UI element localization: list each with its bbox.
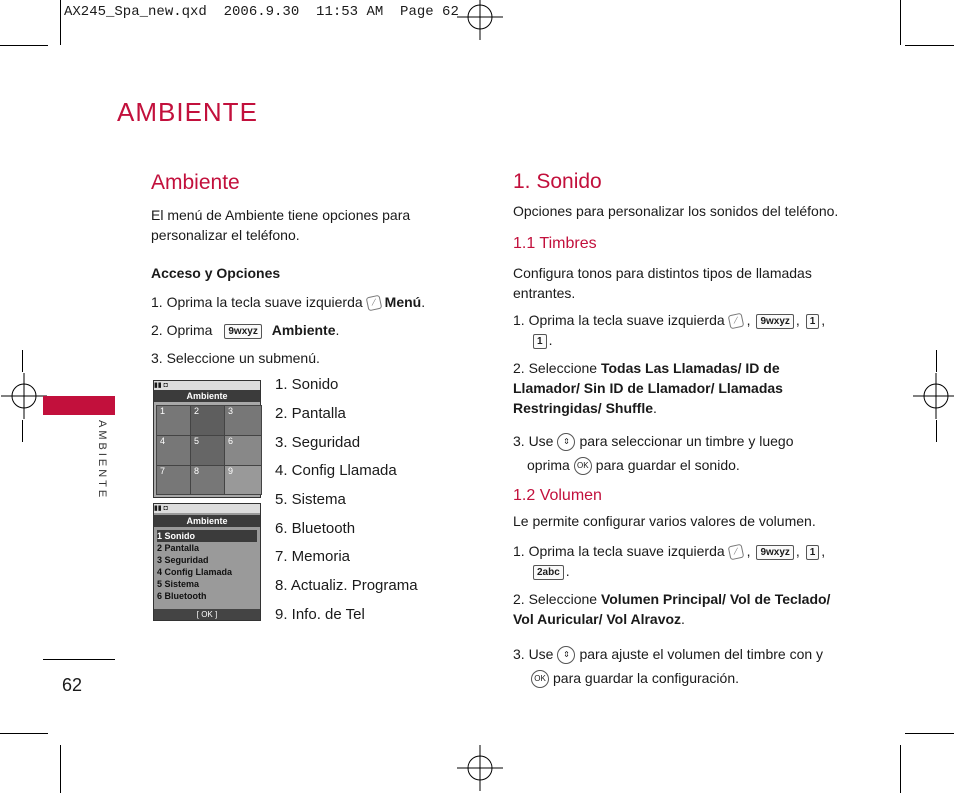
screen-list-item: 1 Sonido: [157, 530, 257, 542]
right-intro: Opciones para personalizar los sonidos del teléfono.: [513, 203, 839, 219]
crop-mark: [936, 350, 937, 372]
right-heading: 1. Sonido: [513, 170, 602, 193]
registration-mark-icon: [913, 373, 954, 419]
footer-rule: [43, 659, 115, 660]
ok-key-icon: OK: [574, 457, 592, 475]
key-9-icon: 9wxyz: [224, 324, 261, 339]
crop-mark: [22, 350, 23, 372]
menu-item: 9. Info. de Tel: [275, 606, 365, 623]
menu-tile: 1: [156, 405, 194, 437]
registration-mark-icon: [457, 745, 503, 791]
menu-item: 4. Config Llamada: [275, 462, 397, 479]
menu-item: 2. Pantalla: [275, 405, 346, 422]
left-subheading: Acceso y Opciones: [151, 265, 281, 281]
menu-item: 6. Bluetooth: [275, 520, 356, 537]
key-9-icon: 9wxyz: [756, 545, 793, 560]
key-2-icon: 2abc: [533, 565, 564, 580]
left-soft-key-icon: ⟋: [727, 313, 744, 330]
left-soft-key-icon: ⟋: [727, 544, 744, 561]
left-step-1: 1. Oprima la tecla suave izquierda ⟋ Menú.: [151, 294, 426, 310]
key-1-icon: 1: [806, 545, 820, 560]
crop-mark: [0, 733, 48, 734]
menu-item: 7. Memoria: [275, 548, 351, 565]
nav-key-icon: ⇕: [557, 646, 575, 664]
menu-item: 8. Actualiz. Programa: [275, 577, 418, 594]
side-tab-label: AMBIENTE: [96, 420, 108, 501]
status-bar: ▮▮ ◘: [154, 381, 260, 390]
volumen-heading: 1.2 Volumen: [513, 487, 602, 504]
side-tab-bar: [43, 396, 115, 415]
menu-tile: 8: [190, 465, 228, 495]
crop-mark: [60, 0, 61, 45]
key-1-icon: 1: [806, 314, 820, 329]
volumen-text: Le permite configurar varios valores de volumen.: [513, 513, 816, 529]
screen-title: Ambiente: [154, 515, 260, 527]
section-title: AMBIENTE: [117, 97, 258, 127]
screen-list-item: 4 Config Llamada: [157, 567, 233, 577]
menu-tile: 9: [224, 465, 262, 495]
status-bar: ▮▮ ◘: [154, 504, 260, 513]
registration-mark-icon: [1, 373, 47, 419]
page-number: 62: [62, 675, 83, 695]
left-step-2: 2. Oprima 9wxyz Ambiente.: [151, 322, 340, 338]
crop-mark: [0, 45, 48, 46]
ok-key-icon: OK: [531, 670, 549, 688]
timbres-step-1: 1. Oprima la tecla suave izquierda ⟋ , 9wxyz , 1 , 1 .: [513, 312, 826, 348]
screen-list-item: 3 Seguridad: [157, 555, 209, 565]
crop-mark: [905, 733, 954, 734]
phone-screen-list: [153, 503, 261, 621]
crop-mark: [936, 420, 937, 442]
timbres-step-3: 3. Use ⇕ para seleccionar un timbre y luego oprima OK para guardar el sonido.: [513, 429, 833, 477]
left-heading: Ambiente: [151, 171, 240, 194]
phone-screen-grid: [153, 380, 261, 498]
registration-mark-icon: [457, 0, 503, 40]
left-step-3: 3. Seleccione un submenú.: [151, 350, 320, 366]
menu-tile: 7: [156, 465, 194, 495]
volumen-step-3: 3. Use ⇕ para ajuste el volumen del timbre con y OK para guardar la configuración.: [513, 642, 843, 690]
menu-item: 5. Sistema: [275, 491, 346, 508]
menu-tile: 6: [224, 435, 262, 467]
screen-list-item: 2 Pantalla: [157, 543, 200, 553]
menu-tile: 3: [224, 405, 262, 437]
timbres-text: Configura tonos para distintos tipos de llamadas entrantes.: [513, 265, 812, 301]
crop-mark: [900, 745, 901, 793]
key-1-icon: 1: [533, 334, 547, 349]
left-intro: El menú de Ambiente tiene opciones para personalizar el teléfono.: [151, 207, 411, 243]
screen-ok-softkey: [ OK ]: [154, 609, 260, 620]
crop-mark: [22, 420, 23, 442]
screen-list-item: 5 Sistema: [157, 579, 200, 589]
menu-tile: 5: [190, 435, 228, 467]
volumen-step-1: 1. Oprima la tecla suave izquierda ⟋ , 9wxyz , 1 , 2abc .: [513, 543, 826, 579]
menu-item: 1. Sonido: [275, 376, 339, 393]
timbres-step-2: 2. Seleccione Todas Las Llamadas/ ID de Llamador/ Sin ID de Llamador/ Llamadas Restringidas/ Shuffle.: [513, 360, 783, 416]
menu-item: 3. Seguridad: [275, 434, 361, 451]
print-header: AX245_Spa_new.qxd 2006.9.30 11:53 AM Page 62: [64, 4, 459, 20]
timbres-heading: 1.1 Timbres: [513, 235, 597, 252]
key-9-icon: 9wxyz: [756, 314, 793, 329]
screen-list-item: 6 Bluetooth: [157, 591, 207, 601]
crop-mark: [905, 45, 954, 46]
menu-tile: 4: [156, 435, 194, 467]
left-soft-key-icon: ⟋: [365, 295, 382, 312]
crop-mark: [60, 745, 61, 793]
volumen-step-2: 2. Seleccione Volumen Principal/ Vol de Teclado/ Vol Auricular/ Vol Alravoz.: [513, 591, 831, 627]
screen-title: Ambiente: [154, 390, 260, 402]
crop-mark: [900, 0, 901, 45]
nav-key-icon: ⇕: [557, 433, 575, 451]
menu-tile: 2: [190, 405, 228, 437]
